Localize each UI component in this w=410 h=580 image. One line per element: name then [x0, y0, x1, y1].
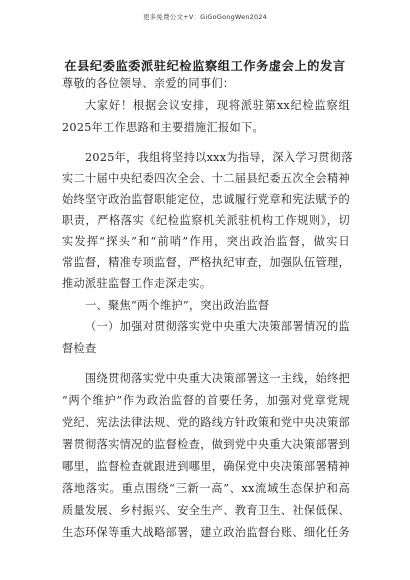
- document-title: 在县纪委监委派驻纪检监察组工作务虚会上的发言: [64, 59, 346, 73]
- paragraph-line: 实发挥“探头”和“前哨”作用，突出政治监督，做实日: [62, 235, 350, 248]
- paragraph-line: 2025年工作思路和主要措施汇报如下。: [62, 121, 264, 134]
- paragraph-line: 始终坚守政治监督职能定位，忠诚履行党章和宪法赋予的: [62, 193, 350, 206]
- paragraph-line: 党纪、宪法法律法规、党的路线方针政策和党中央决策部: [62, 416, 350, 429]
- paragraph-line: 哪里，监督检查就跟进到哪里，确保党中央决策部署精神: [62, 460, 350, 473]
- paragraph-line: 职责，严格落实《纪检监察机关派驻机构工作规则》，切: [62, 214, 350, 227]
- paragraph-line: 大家好！根据会议安排，现将派驻第xx纪检监察组: [85, 99, 350, 112]
- paragraph-line: 围绕贯彻落实党中央重大决策部署这一主线，始终把: [85, 372, 350, 385]
- paragraph-line: 署贯彻落实情况的监督检查，做到党中央重大决策部署到: [62, 438, 350, 451]
- paragraph-line: 2025年，我组将坚持以xxx为指导，深入学习贯彻落: [85, 151, 353, 164]
- paragraph-line: 生态环保等重大战略部署，建立政治监督台账、细化任务: [62, 526, 350, 539]
- paragraph-line: 质量发展、乡村振兴、安全生产、教育卫生、社保低保、: [62, 504, 350, 517]
- salutation: 尊敬的各位领导、亲爱的同事们：: [62, 77, 235, 90]
- paragraph-line: 常监督，精准专项监督，严格执纪审查，加强队伍管理，: [62, 256, 350, 269]
- header-note: 更多免费公文+V：GiGoGongWen2024: [142, 13, 267, 21]
- section-heading: 一、聚焦“两个维护”，突出政治监督: [85, 299, 270, 312]
- paragraph-line: 落地落实。重点围绕“三新一高”、xx流域生态保护和高: [62, 482, 350, 495]
- subsection-heading: 督检查: [62, 342, 97, 355]
- paragraph-line: 实二十届中央纪委四次全会、十二届县纪委五次全会精神: [62, 172, 350, 185]
- paragraph-line: “两个维护”作为政治监督的首要任务，加强对党章党规: [62, 394, 350, 407]
- paragraph-line: 推动派驻监督工作走深走实。: [62, 277, 212, 290]
- subsection-heading: （一）加强对贯彻落实党中央重大决策部署情况的监: [85, 320, 350, 333]
